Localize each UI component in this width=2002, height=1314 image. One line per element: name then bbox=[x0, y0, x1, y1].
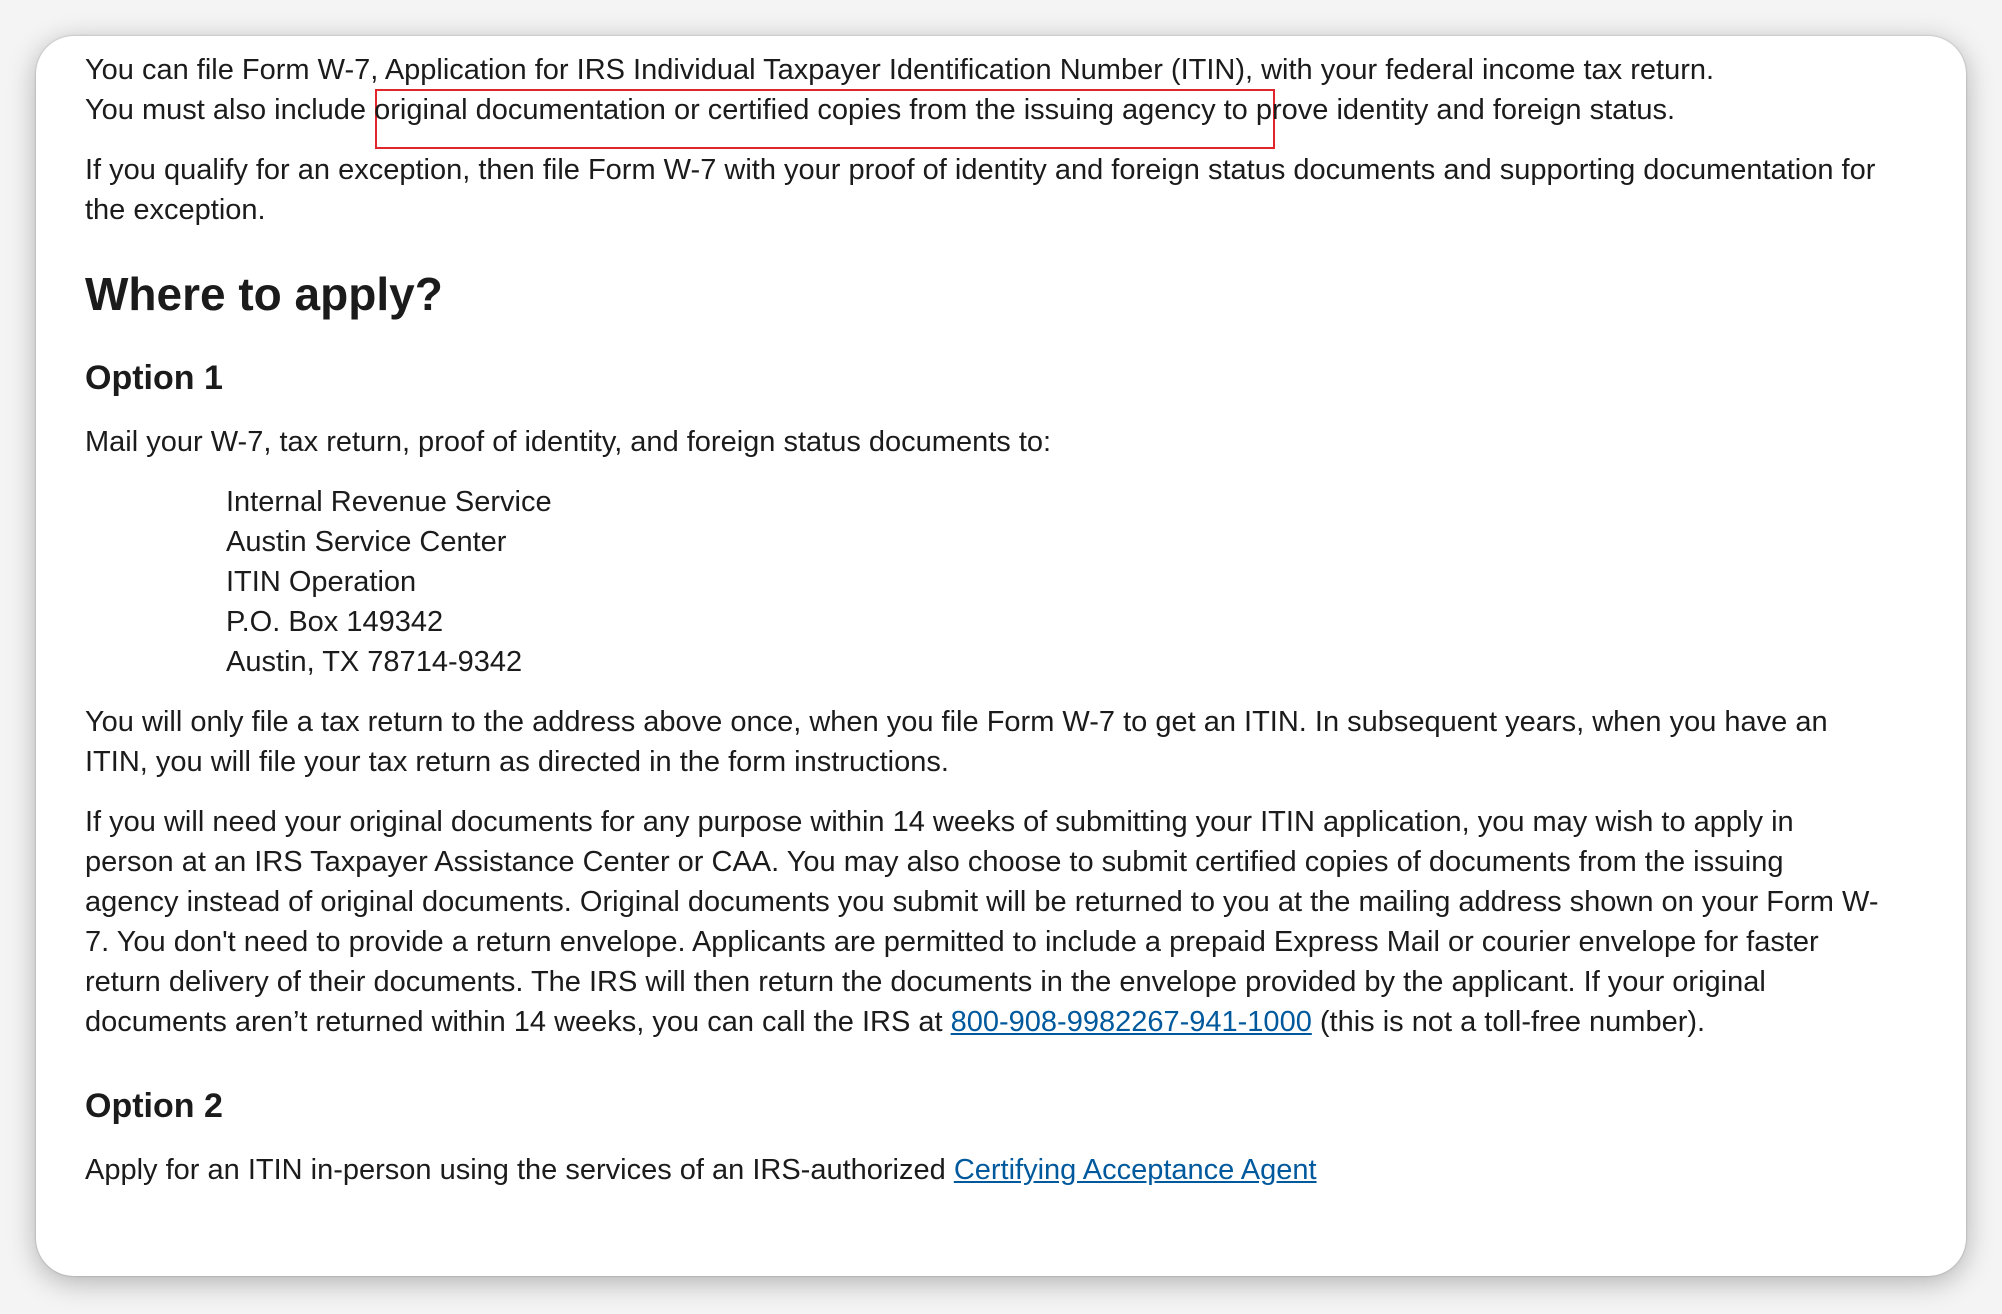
address-line: Internal Revenue Service bbox=[226, 486, 552, 518]
w7-application-text: Application for IRS Individual Taxpayer Identification Number (ITIN) bbox=[384, 54, 1245, 86]
file-once-paragraph: You will only file a tax return to the address above once, when you file Form W-7 to get an ITIN. In subsequent years, when you have an ITIN, you will file your tax return as directed in the form instructions. bbox=[85, 706, 1828, 778]
content-card bbox=[36, 36, 1966, 1276]
irs-phone-link[interactable]: 800-908-9982267-941-1000 bbox=[950, 1006, 1312, 1038]
certifying-acceptance-agent-link[interactable]: Certifying Acceptance Agent bbox=[953, 1154, 1317, 1186]
original-documents-paragraph bbox=[85, 802, 1885, 1042]
intro-line2-prefix: You must also include bbox=[85, 94, 375, 126]
phone-suffix-text: (this is not a toll-free number). bbox=[1311, 1006, 1706, 1038]
option2-text: Apply for an ITIN in-person using the services of an IRS-authorized bbox=[85, 1154, 954, 1186]
mail-instructions: Mail your W-7, tax return, proof of identity, and foreign status documents to: bbox=[85, 426, 1052, 458]
main-content bbox=[85, 50, 1885, 1190]
address-line: P.O. Box 149342 bbox=[226, 606, 444, 638]
intro-line1-prefix: You can file Form W-7, bbox=[85, 54, 385, 86]
highlighted-text: original documentation or certified copies from the issuing agency bbox=[374, 94, 1216, 126]
original-documents-text: If you will need your original documents for any purpose within 14 weeks of submitting your ITIN application, you may wish to apply in person at an IRS Taxpayer Assistance Center or CAA. You may also choose to submit certified copies of documents from the issuing agency instead of original documents. Original documents you submit will be returned to you at the mailing address shown on your Form W-7. You don't need to provide a return envelope. Applicants are permitted to include a prepaid Express Mail or courier envelope for faster return delivery of their documents. The IRS will then return the documents in the envelope provided by the applicant. If your original documents aren’t returned within 14 weeks, you can call the IRS at bbox=[85, 806, 1879, 1038]
mailing-address bbox=[226, 482, 1885, 682]
option2-paragraph bbox=[85, 1150, 1885, 1190]
option2-heading: Option 2 bbox=[85, 1087, 223, 1125]
intro-line1-suffix: , with your federal income tax return. bbox=[1245, 54, 1715, 86]
address-line: Austin Service Center bbox=[226, 526, 507, 558]
intro-line2-suffix: to prove identity and foreign status. bbox=[1215, 94, 1676, 126]
where-to-apply-heading: Where to apply? bbox=[85, 268, 443, 320]
intro-paragraph bbox=[85, 50, 1885, 130]
address-line: Austin, TX 78714-9342 bbox=[226, 646, 523, 678]
exception-paragraph: If you qualify for an exception, then file Form W-7 with your proof of identity and foreign status documents and supporting documentation for the exception. bbox=[85, 154, 1876, 226]
option1-heading: Option 1 bbox=[85, 359, 223, 397]
address-line: ITIN Operation bbox=[226, 566, 417, 598]
